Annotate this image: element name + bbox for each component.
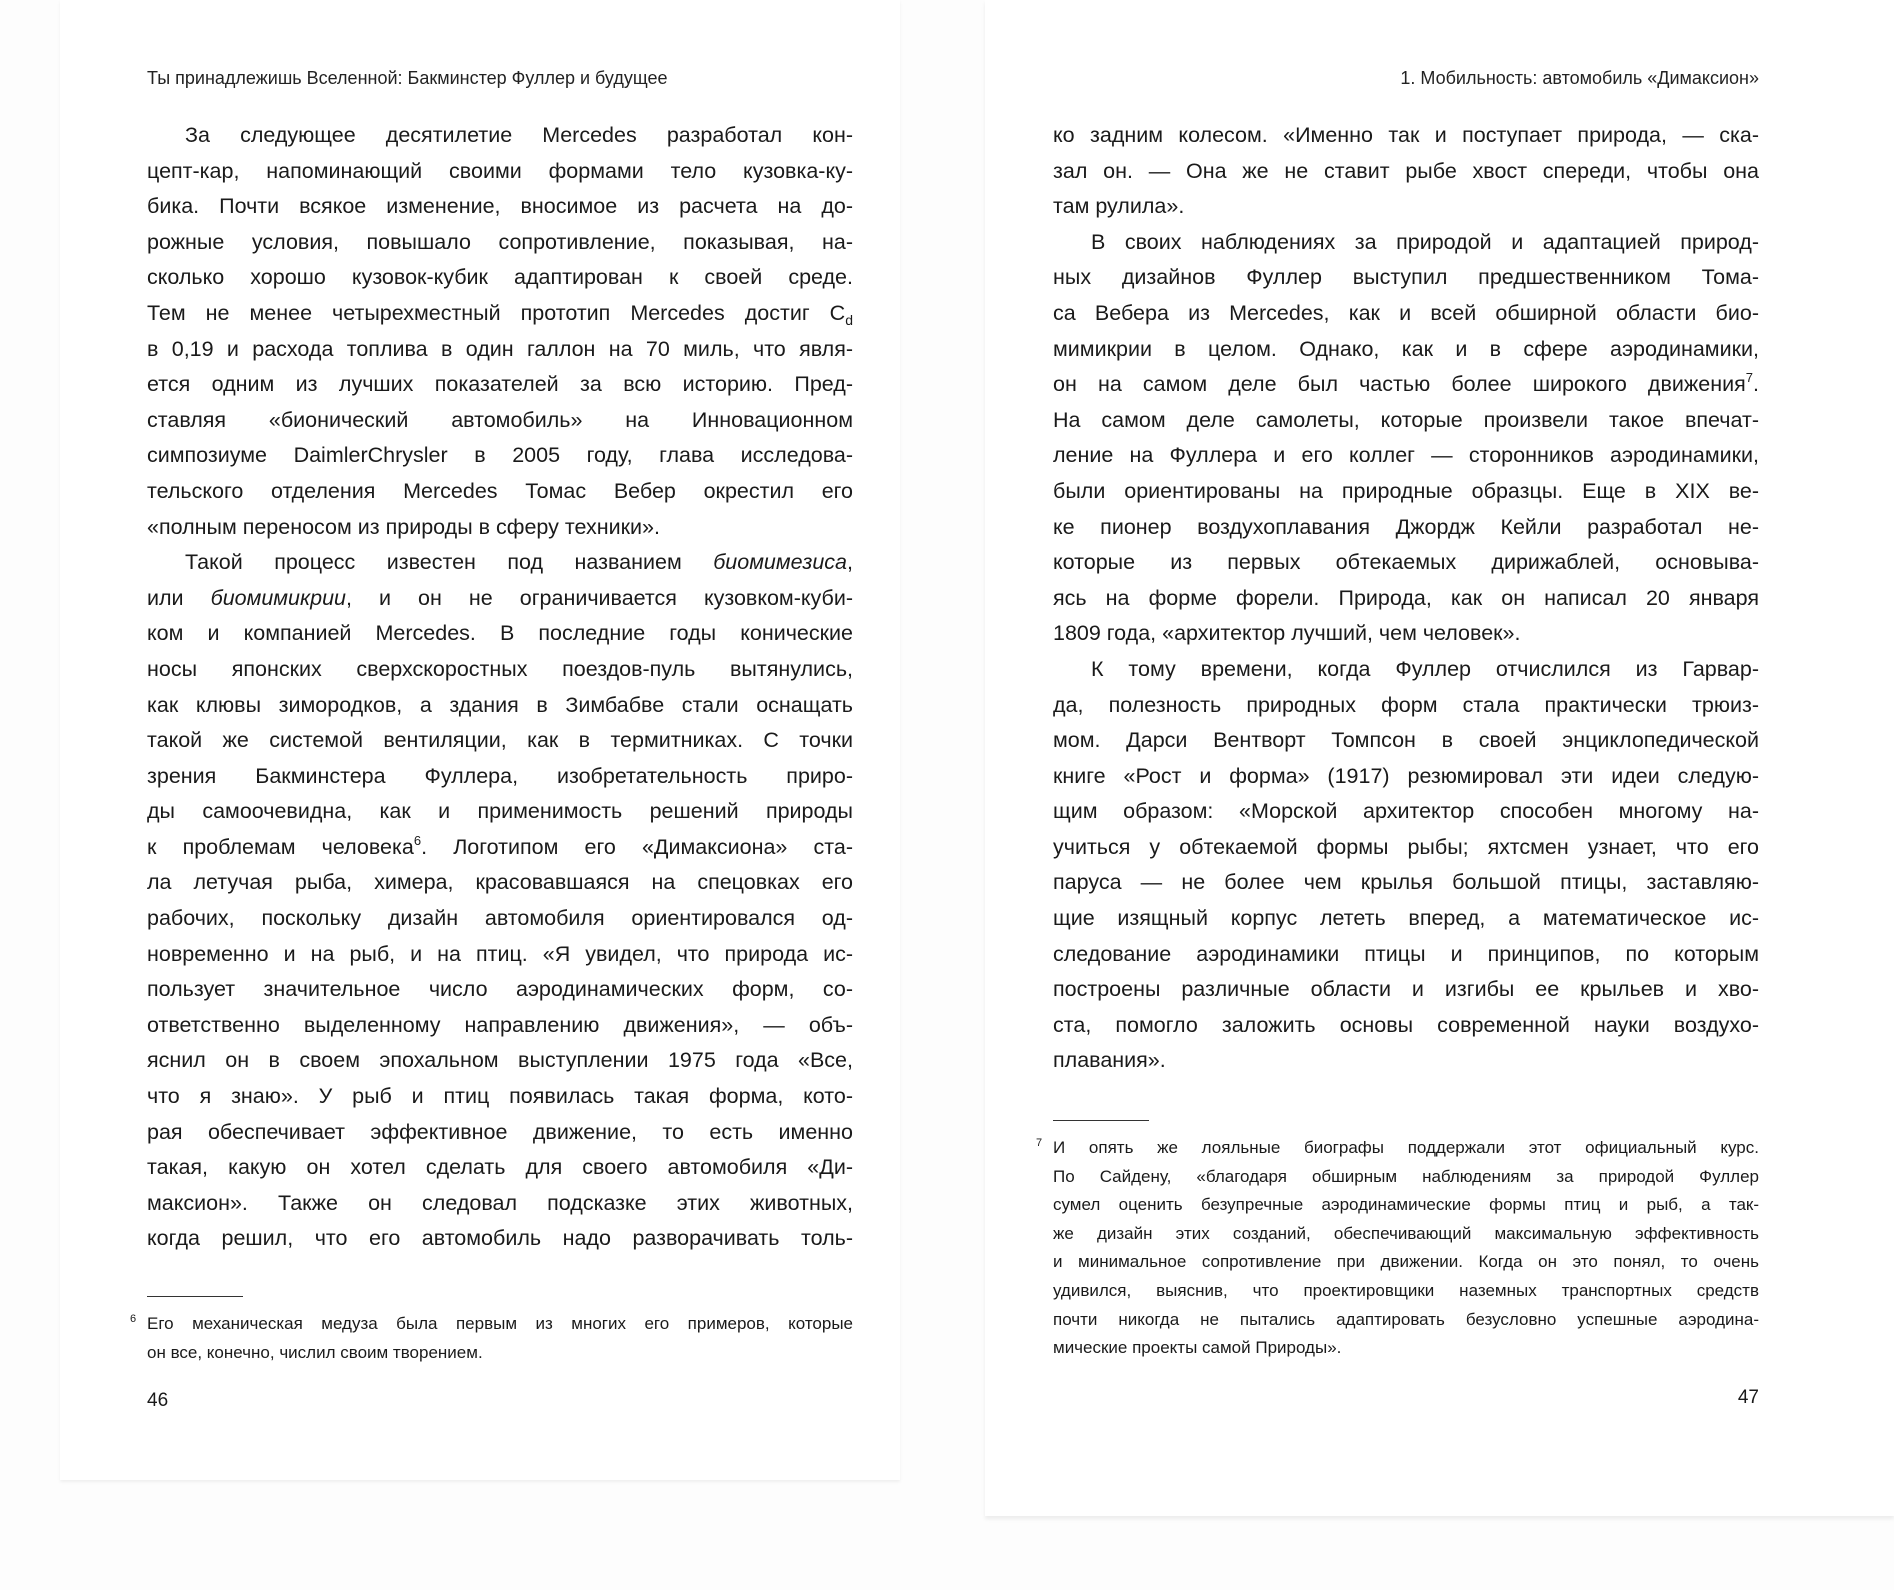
- body-line: мимикрии в целом. Однако, как и в сфере аэродинамики,: [1053, 336, 1759, 361]
- text-segment: Тем не менее четырехместный прототип Mercedes достиг C: [147, 300, 846, 325]
- footnote-line: почти никогда не пытались адаптировать безусловно успешные аэродина-: [1053, 1309, 1759, 1329]
- text-segment: к проблемам человека: [147, 834, 414, 859]
- body-line: сколько хорошо кузовок-кубик адаптирован к своей среде.: [147, 265, 853, 290]
- text-segment: или: [147, 585, 211, 610]
- body-line: За следующее десятилетие Mercedes разработал кон-: [185, 123, 853, 147]
- body-line: да, полезность природных форм стала практически трюиз-: [1053, 692, 1759, 717]
- text-segment: , и он не ограничивается кузовком-куби-: [346, 585, 853, 610]
- body-line: ко задним колесом. «Именно так и поступает природа, — ска-: [1053, 123, 1759, 147]
- body-line: книге «Рост и форма» (1917) резюмировал эти идеи следую-: [1053, 763, 1759, 788]
- body-line: ление на Фуллера и его коллег — сторонников аэродинамики,: [1053, 443, 1759, 468]
- body-line: ды самоочевидна, как и применимость решений природы: [147, 799, 853, 824]
- footnote-mark: 7: [1036, 1137, 1043, 1149]
- body-line: ных дизайнов Фуллер выступил предшественником Тома-: [1053, 265, 1759, 290]
- left-body-text: [147, 118, 853, 1257]
- body-line: носы японских сверхскоростных поездов-пуль вытянулись,: [147, 656, 853, 681]
- footnote-line: и минимальное сопротивление при движении. Когда он это понял, то очень: [1053, 1252, 1759, 1272]
- footnote-line: удивился, выяснив, что проектировщики наземных транспортных средств: [1053, 1280, 1759, 1300]
- body-line: [147, 296, 853, 332]
- body-line: зрения Бакминстера Фуллера, изобретательность приро-: [147, 763, 853, 788]
- body-line: зал он. — Она же не ставит рыбе хвост спереди, чтобы она: [1053, 158, 1759, 183]
- body-line: [147, 830, 853, 866]
- footnote-line: По Сайдену, «благодаря обширным наблюдениям за природой Фуллер: [1053, 1166, 1759, 1186]
- emphasized-term: биомимезиса: [713, 550, 848, 575]
- footnote-rule-left: [147, 1296, 243, 1297]
- body-line: которые из первых обтекаемых дирижаблей, основыва-: [1053, 550, 1759, 575]
- body-line: что я знаю». У рыб и птиц появилась такая форма, кото-: [147, 1084, 853, 1109]
- body-line: следование аэродинамики птицы и принципов, по которым: [1053, 941, 1759, 966]
- body-line: паруса — не более чем крылья большой птицы, заставляю-: [1053, 870, 1759, 895]
- running-head-right: 1. Мобильность: автомобиль «Димаксион»: [1400, 68, 1759, 88]
- footnote-reference: 7: [1745, 370, 1754, 386]
- body-line: ла летучая рыба, химера, красовавшаяся на спецовках его: [147, 870, 853, 895]
- body-line: цепт-кар, напоминающий своими формами тело кузовка-ку-: [147, 158, 853, 183]
- footnote-line: И опять же лояльные биографы поддержали этот официальный курс.: [1053, 1138, 1759, 1157]
- body-line: мом. Дарси Вентворт Томпсон в своей энциклопедической: [1053, 728, 1759, 753]
- body-line: 1809 года, «архитектор лучший, чем человек».: [1053, 621, 1521, 646]
- footnote-line: мические проекты самой Природы».: [1053, 1338, 1342, 1358]
- body-line: [147, 545, 853, 581]
- text-segment: . Логотипом его «Димаксиона» ста-: [421, 834, 854, 859]
- footnote-reference: 6: [413, 832, 422, 848]
- body-line: симпозиуме DaimlerChrysler в 2005 году, глава исследова-: [147, 443, 853, 468]
- body-line: были ориентированы на природные образцы. Еще в XIX ве-: [1053, 478, 1759, 503]
- body-line: [147, 581, 853, 617]
- text-segment: .: [1753, 372, 1759, 397]
- text-segment: он на самом деле был частью более широкого движения: [1053, 372, 1746, 397]
- body-line: максион». Также он следовал подсказке этих животных,: [147, 1190, 853, 1215]
- body-line: ется одним из лучших показателей за всю историю. Пред-: [147, 372, 853, 397]
- footnote-line: Его механическая медуза была первым из многих его примеров, которые: [147, 1314, 853, 1333]
- body-line: как клювы зимородков, а здания в Зимбабве стали оснащать: [147, 692, 853, 717]
- right-body-text: [1053, 118, 1759, 1079]
- footnote-6: [130, 1310, 853, 1367]
- body-line: В своих наблюдениях за природой и адаптацией природ-: [1091, 229, 1759, 254]
- text-segment: d: [845, 311, 853, 328]
- text-segment: Такой процесс известен под названием: [185, 550, 714, 575]
- footnote-line: он все, конечно, числил своим творением.: [147, 1342, 483, 1362]
- footnote-line: сумел оценить безупречные аэродинамические формы птиц и рыб, а так-: [1053, 1195, 1759, 1215]
- body-line: щие изящный корпус лететь вперед, а математическое ис-: [1053, 906, 1759, 931]
- body-line: тельского отделения Mercedes Томас Вебер окрестил его: [147, 478, 853, 503]
- body-line: К тому времени, когда Фуллер отчислился из Гарвар-: [1091, 656, 1759, 681]
- body-line: построены различные области и изгибы ее крыльев и хво-: [1053, 977, 1759, 1002]
- footnote-line: же дизайн этих созданий, обеспечивающий максимальную эффективность: [1053, 1223, 1759, 1243]
- emphasized-term: биомимикрии: [210, 585, 347, 610]
- body-line: ке пионер воздухоплавания Джордж Кейли разработал не-: [1053, 514, 1759, 539]
- body-line: щим образом: «Морской архитектор способен многому на-: [1053, 799, 1759, 824]
- body-line: са Вебера из Mercedes, как и всей обширной области био-: [1053, 300, 1759, 325]
- body-line: ставляя «бионический автомобиль» на Инновационном: [147, 407, 853, 432]
- body-line: рабочих, поскольку дизайн автомобиля ориентировался од-: [147, 906, 853, 931]
- body-line: ком и компанией Mercedes. В последние годы конические: [147, 621, 853, 646]
- body-line: бика. Почти всякое изменение, вносимое из расчета на до-: [147, 194, 853, 219]
- body-line: когда решил, что его автомобиль надо разворачивать толь-: [147, 1226, 853, 1251]
- page-number-left: 46: [147, 1390, 169, 1411]
- body-line: На самом деле самолеты, которые произвели такое впечат-: [1053, 407, 1759, 432]
- footnote-rule-right: [1053, 1120, 1149, 1121]
- body-line: [1053, 367, 1759, 403]
- body-line: такая, какую он хотел сделать для своего автомобиля «Ди-: [147, 1155, 853, 1180]
- body-line: такой же системой вентиляции, как в термитниках. С точки: [147, 728, 853, 753]
- body-line: там рулила».: [1053, 194, 1185, 219]
- footnote-7: [1036, 1134, 1759, 1363]
- footnote-mark: 6: [130, 1313, 137, 1325]
- running-head-left: Ты принадлежишь Вселенной: Бакминстер Фуллер и будущее: [147, 68, 668, 88]
- body-line: плавания».: [1053, 1048, 1166, 1073]
- body-line: яснил он в своем эпохальном выступлении 1975 года «Все,: [147, 1048, 853, 1073]
- body-line: ста, помогло заложить основы современной науки воздухо-: [1053, 1012, 1759, 1037]
- page-number-right: 47: [1737, 1387, 1759, 1408]
- body-line: пользует значительное число аэродинамических форм, со-: [147, 977, 853, 1002]
- body-line: в 0,19 и расхода топлива в один галлон на 70 миль, что явля-: [147, 336, 853, 361]
- body-line: рожные условия, повышало сопротивление, показывая, на-: [147, 229, 853, 254]
- body-line: рая обеспечивает эффективное движение, то есть именно: [147, 1119, 853, 1144]
- body-line: учиться у обтекаемой формы рыбы; яхтсмен узнает, что его: [1053, 834, 1759, 859]
- body-line: новременно и на рыб, и на птиц. «Я увидел, что природа ис-: [147, 941, 853, 966]
- text-segment: ,: [847, 550, 853, 575]
- body-line: «полным переносом из природы в сферу техники».: [147, 514, 660, 539]
- body-line: ответственно выделенному направлению движения», — объ-: [147, 1012, 853, 1037]
- body-line: ясь на форме форели. Природа, как он написал 20 января: [1053, 585, 1759, 610]
